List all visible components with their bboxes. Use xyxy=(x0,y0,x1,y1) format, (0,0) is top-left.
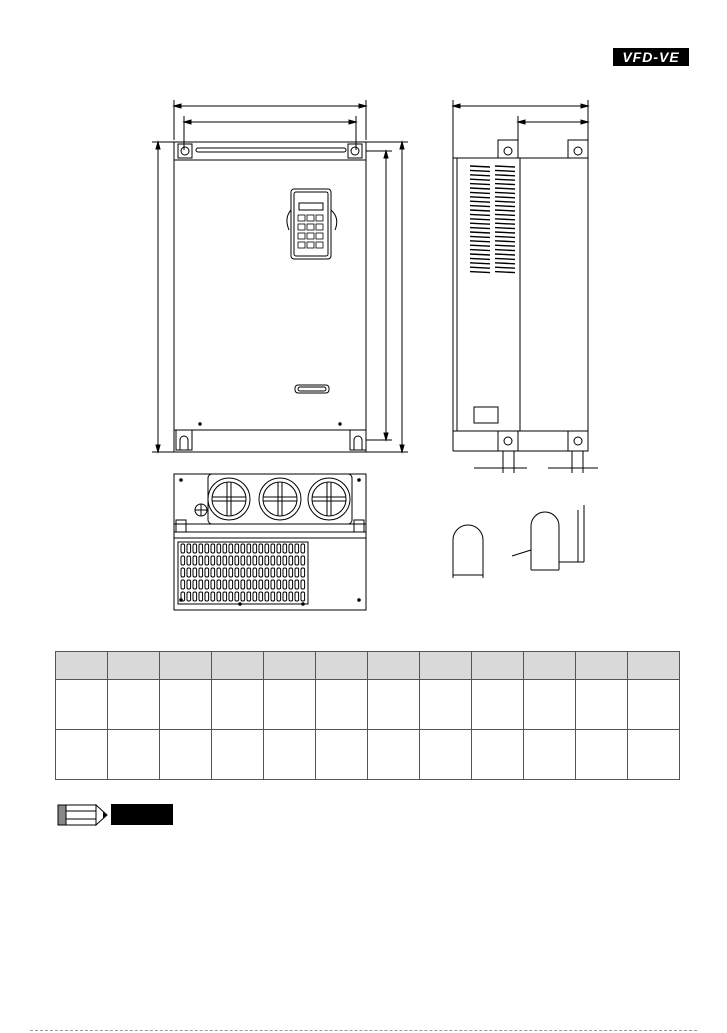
vent-louver xyxy=(495,197,515,198)
grille-slot xyxy=(205,592,209,601)
grille-slot xyxy=(271,544,275,553)
grille-slot xyxy=(259,568,263,577)
vent-louver xyxy=(495,236,515,237)
grille-slot xyxy=(217,556,221,565)
grille-slot xyxy=(241,580,245,589)
vent-louver xyxy=(470,254,490,255)
grille-slot xyxy=(271,580,275,589)
vent-louver xyxy=(495,250,515,251)
table-cell xyxy=(576,680,628,730)
grille-slot xyxy=(283,544,287,553)
table-cell xyxy=(420,652,472,680)
grille-slot xyxy=(229,556,233,565)
front-view xyxy=(152,100,408,452)
vent-louver xyxy=(495,254,515,255)
grille-slot xyxy=(265,556,269,565)
grille-slot xyxy=(271,592,275,601)
vent-louver xyxy=(470,214,490,215)
table-cell xyxy=(108,730,160,780)
table-row xyxy=(56,680,680,730)
table-cell xyxy=(472,680,524,730)
grille-slot xyxy=(193,568,197,577)
grille-slot xyxy=(295,592,299,601)
grille-slot xyxy=(217,580,221,589)
grille-slot xyxy=(217,544,221,553)
table-cell xyxy=(368,680,420,730)
vent-louver xyxy=(470,184,490,185)
table-cell xyxy=(524,680,576,730)
grille-slot xyxy=(211,580,215,589)
cooling-fan xyxy=(259,478,301,520)
grille-slot xyxy=(301,544,305,553)
vent-louver xyxy=(470,166,490,167)
vent-louver xyxy=(495,179,515,180)
table-cell xyxy=(368,652,420,680)
vent-louver xyxy=(470,258,490,259)
grille-slot xyxy=(205,580,209,589)
grille-slot xyxy=(187,544,191,553)
vent-louver xyxy=(495,263,515,264)
grille-slot xyxy=(301,556,305,565)
cooling-fan xyxy=(308,478,350,520)
grille-slot xyxy=(283,592,287,601)
vent-louver xyxy=(470,241,490,242)
vent-louver xyxy=(470,245,490,246)
grille-slot xyxy=(205,556,209,565)
grille-slot xyxy=(199,568,203,577)
table-cell xyxy=(264,652,316,680)
grille-slot xyxy=(241,556,245,565)
grille-slot xyxy=(205,568,209,577)
vent-louver xyxy=(495,258,515,259)
vfd-ve-logo: VFD-VE xyxy=(613,48,689,66)
table-cell xyxy=(420,730,472,780)
grille-slot xyxy=(217,568,221,577)
grille-slot xyxy=(193,556,197,565)
table-cell xyxy=(316,652,368,680)
grille-slot xyxy=(283,580,287,589)
grille-slot xyxy=(283,556,287,565)
grille-slot xyxy=(295,556,299,565)
vent-louver xyxy=(495,201,515,202)
grille-slot xyxy=(193,592,197,601)
table-cell xyxy=(576,652,628,680)
grille-slot xyxy=(205,544,209,553)
grille-slot xyxy=(271,556,275,565)
grille-slot xyxy=(199,544,203,553)
table-cell xyxy=(576,730,628,780)
grille-slot xyxy=(229,568,233,577)
grille-slot xyxy=(295,580,299,589)
vent-louver xyxy=(495,223,515,224)
vent-louver xyxy=(495,219,515,220)
vent-louver xyxy=(470,192,490,193)
grille-slot xyxy=(223,580,227,589)
grille-slot xyxy=(259,580,263,589)
grille-slot xyxy=(199,556,203,565)
grille-slot xyxy=(301,592,305,601)
grille-slot xyxy=(265,580,269,589)
table-cell xyxy=(264,680,316,730)
vent-louver xyxy=(470,206,490,207)
vent-louver xyxy=(470,188,490,189)
table-cell xyxy=(212,652,264,680)
table-cell xyxy=(56,680,108,730)
grille-slot xyxy=(265,544,269,553)
grille-slot xyxy=(253,556,257,565)
bottom-view xyxy=(174,474,366,610)
vent-louver xyxy=(470,179,490,180)
vent-louver xyxy=(470,272,490,273)
grille-slot xyxy=(259,556,263,565)
grille-slot xyxy=(253,592,257,601)
pencil-note-icon xyxy=(57,802,111,828)
grille-slot xyxy=(211,544,215,553)
table-cell xyxy=(108,652,160,680)
vent-louver xyxy=(470,210,490,211)
vent-louver xyxy=(495,175,515,176)
vent-louver xyxy=(470,250,490,251)
table-cell xyxy=(56,652,108,680)
grille-slot xyxy=(235,568,239,577)
table-cell xyxy=(316,680,368,730)
grille-slot xyxy=(265,592,269,601)
grille-slot xyxy=(211,568,215,577)
grille-slot xyxy=(253,568,257,577)
dimension-table xyxy=(55,651,680,780)
grille-slot xyxy=(241,544,245,553)
grille-slot xyxy=(223,592,227,601)
grille-slot xyxy=(229,580,233,589)
vent-louver xyxy=(495,272,515,273)
table-cell xyxy=(160,680,212,730)
vent-louver xyxy=(495,210,515,211)
table-cell xyxy=(628,680,680,730)
grille-slot xyxy=(181,544,185,553)
grille-slot xyxy=(193,544,197,553)
grille-slot xyxy=(193,580,197,589)
vent-louver xyxy=(495,232,515,233)
vent-louver xyxy=(495,245,515,246)
grille-slot xyxy=(235,580,239,589)
grille-slot xyxy=(235,544,239,553)
grille-slot xyxy=(259,592,263,601)
vent-louver xyxy=(470,197,490,198)
side-view xyxy=(453,100,598,473)
table-cell xyxy=(524,730,576,780)
grille-slot xyxy=(289,544,293,553)
table-cell xyxy=(420,680,472,730)
vent-louver xyxy=(495,241,515,242)
table-cell xyxy=(368,730,420,780)
table-cell xyxy=(264,730,316,780)
grille-slot xyxy=(253,544,257,553)
vent-louver xyxy=(470,263,490,264)
table-cell xyxy=(160,652,212,680)
grille-slot xyxy=(295,544,299,553)
page-bottom-rule xyxy=(30,1030,697,1031)
table-cell xyxy=(628,652,680,680)
vent-louver xyxy=(470,223,490,224)
vent-louver xyxy=(495,267,515,268)
table-row xyxy=(56,730,680,780)
grille-slot xyxy=(217,592,221,601)
vent-louver xyxy=(470,170,490,171)
hole-details xyxy=(453,505,584,578)
grille-slot xyxy=(229,592,233,601)
grille-slot xyxy=(199,592,203,601)
grille-slot xyxy=(199,580,203,589)
grille-slot xyxy=(277,568,281,577)
vent-louver xyxy=(470,175,490,176)
table-cell xyxy=(212,730,264,780)
vent-louver xyxy=(470,232,490,233)
grille-slot xyxy=(223,556,227,565)
table-cell xyxy=(316,730,368,780)
table-cell xyxy=(524,652,576,680)
grille-slot xyxy=(289,568,293,577)
table-cell xyxy=(628,730,680,780)
grille-slot xyxy=(271,568,275,577)
vent-louver xyxy=(470,201,490,202)
table-cell xyxy=(212,680,264,730)
grille-slot xyxy=(241,568,245,577)
grille-slot xyxy=(265,568,269,577)
note-label-box xyxy=(111,804,173,825)
grille-slot xyxy=(289,556,293,565)
grille-slot xyxy=(283,568,287,577)
grille-slot xyxy=(187,580,191,589)
vent-louver xyxy=(470,236,490,237)
grille-slot xyxy=(181,556,185,565)
grille-slot xyxy=(181,580,185,589)
grille-slot xyxy=(247,568,251,577)
vent-louver xyxy=(470,267,490,268)
grille-slot xyxy=(247,544,251,553)
grille-slot xyxy=(211,556,215,565)
vent-louver xyxy=(495,214,515,215)
table-cell xyxy=(56,730,108,780)
grille-slot xyxy=(187,568,191,577)
grille-slot xyxy=(289,592,293,601)
vent-louver xyxy=(495,184,515,185)
grille-slot xyxy=(241,592,245,601)
grille-slot xyxy=(289,580,293,589)
table-cell xyxy=(472,652,524,680)
grille-slot xyxy=(247,592,251,601)
grille-slot xyxy=(223,568,227,577)
cooling-fan xyxy=(208,478,250,520)
vent-louver xyxy=(495,206,515,207)
table-header-row xyxy=(56,652,680,680)
grille-slot xyxy=(301,568,305,577)
vent-louver xyxy=(470,228,490,229)
grille-slot xyxy=(253,580,257,589)
grille-slot xyxy=(301,580,305,589)
grille-slot xyxy=(277,556,281,565)
table-cell xyxy=(472,730,524,780)
grille-slot xyxy=(229,544,233,553)
grille-slot xyxy=(277,580,281,589)
vent-louver xyxy=(470,219,490,220)
vent-louver xyxy=(495,166,515,167)
vent-louver xyxy=(495,188,515,189)
vent-louver xyxy=(495,228,515,229)
grille-slot xyxy=(247,556,251,565)
grille-slot xyxy=(259,544,263,553)
vent-louver xyxy=(495,170,515,171)
grille-slot xyxy=(223,544,227,553)
table-cell xyxy=(160,730,212,780)
grille-slot xyxy=(295,568,299,577)
grille-slot xyxy=(235,592,239,601)
grille-slot xyxy=(187,592,191,601)
grille-slot xyxy=(187,556,191,565)
grille-slot xyxy=(181,568,185,577)
grille-slot xyxy=(247,580,251,589)
table-cell xyxy=(108,680,160,730)
grille-slot xyxy=(235,556,239,565)
grille-slot xyxy=(277,592,281,601)
grille-slot xyxy=(211,592,215,601)
grille-slot xyxy=(277,544,281,553)
vent-louver xyxy=(495,192,515,193)
